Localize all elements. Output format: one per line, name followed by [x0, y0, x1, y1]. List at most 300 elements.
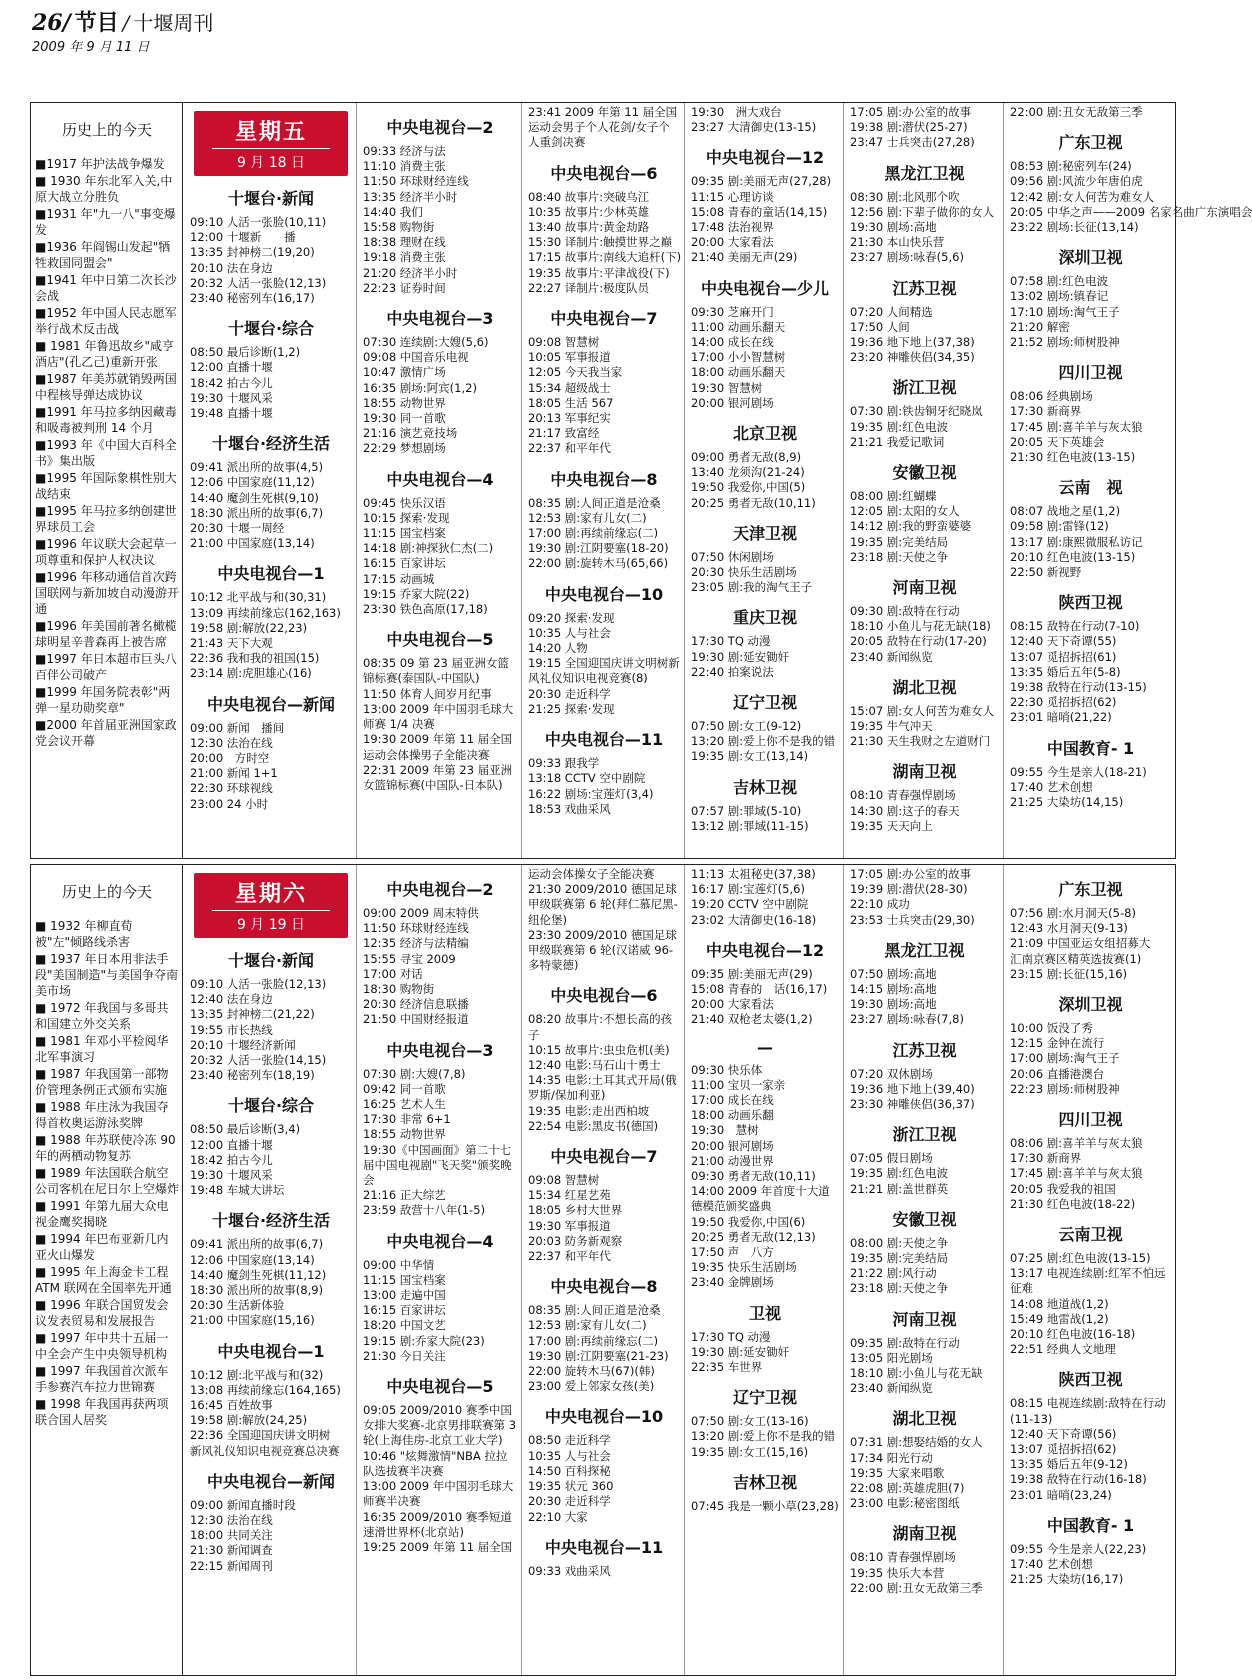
program-entry: 17:30 新商界 — [1010, 404, 1082, 419]
program-entry: 19:30《中国画面》第二十七届中国电视剧"飞天奖"颁奖晚会 — [363, 1142, 512, 1188]
program-entry: 16:15 百家讲坛 — [363, 556, 446, 571]
program-entry: 22:00 剧:旋转木马(65,66) — [528, 556, 669, 571]
program-entry: 08:35 剧:人间正道是沧桑 — [528, 495, 661, 510]
channel-name: 深圳卫视 — [1058, 995, 1123, 1015]
program-entry: 21:17 致富经 — [528, 426, 600, 441]
program-entry: 10:35 人与社会 — [528, 625, 611, 640]
program-entry: 21:30 2009/2010 德国足球甲级联赛第 6 轮(拜仁慕尼黑-纽伦堡) — [528, 882, 678, 927]
history-title: 历史上的今天 — [61, 883, 152, 901]
program-entry: 12:06 中国家庭(13,14) — [190, 1252, 315, 1267]
program-entry: 09:35 剧:敌特在行动 — [850, 1335, 960, 1350]
program-entry: 21:16 正大综艺 — [363, 1188, 446, 1203]
issue-date: 2009 年 9 月 11 日 — [32, 40, 150, 55]
program-entry: 20:00 银河剧场 — [691, 1138, 774, 1153]
channel-name: 河南卫视 — [892, 1309, 957, 1329]
channel-name: 十堰台·综合 — [227, 319, 315, 339]
program-entry: 13:35 经济半小时 — [363, 189, 458, 204]
program-entry: 19:38 敌特在行动(13-15) — [1010, 680, 1147, 695]
program-entry: 运动会体操女子全能决赛 — [528, 867, 655, 881]
program-entry: 20:30 快乐生活剧场 — [691, 565, 797, 580]
program-entry: 23:22 剧场:长征(13,14) — [1010, 220, 1139, 235]
program-entry: 20:10 红色电波(13-15) — [1010, 549, 1136, 564]
program-entry: 19:15 全国迎国庆讲文明树新风礼仪知识电视竞赛(8) — [528, 656, 680, 686]
program-entry: 22:00 旋转木马(67)(韩) — [528, 1364, 655, 1379]
schedule-column — [521, 865, 684, 1675]
program-entry: 09:42 同一首歌 — [363, 1081, 446, 1096]
channel-name: 中央电视台—4 — [386, 1231, 494, 1251]
program-entry: 07:20 人间精选 — [850, 304, 933, 319]
program-entry: 23:00 电影:秘密图纸 — [850, 1496, 960, 1511]
day-name: 星期五 — [234, 120, 307, 145]
program-entry: 21:20 经济半小时 — [363, 265, 458, 280]
program-entry: 19:35 快乐生活剧场 — [691, 1260, 797, 1275]
program-entry: 19:25 2009 年第 11 届全国 — [363, 1539, 513, 1554]
program-entry: 22:36 全国迎国庆讲文明树 — [190, 1428, 331, 1443]
program-entry: 19:38 剧:潜伏(25-27) — [850, 120, 968, 135]
program-entry: 08:06 剧:喜羊羊与灰太狼 — [1010, 1136, 1143, 1151]
program-entry: 23:40 新闻纵览 — [850, 1381, 933, 1396]
program-entry: 07:56 剧:水月洞天(5-8) — [1010, 906, 1136, 920]
program-entry: 20:13 军事纪实 — [528, 411, 611, 426]
program-entry: 19:36 地下地上(39,40) — [850, 1081, 975, 1096]
history-item: ■ 1991 年第九届大众电视金鹰奖揭晓 — [35, 1199, 169, 1229]
program-entry: 07:05 假日剧场 — [850, 1151, 933, 1166]
program-entry: 21:22 剧:风行动 — [850, 1266, 937, 1281]
program-entry: 17:10 剧场:淘气王子 — [1010, 304, 1120, 319]
program-entry: 19:35 大家来唱歌 — [850, 1465, 945, 1480]
program-entry: 汇南京赛区精英选拔赛(1) — [1010, 951, 1142, 966]
program-entry: 12:40 天下奇谭(55) — [1010, 634, 1117, 649]
channel-name: 黑龙江卫视 — [884, 940, 965, 960]
program-entry: 19:30 智慧树 — [691, 380, 763, 395]
channel-name: 吉林卫视 — [732, 777, 797, 797]
program-entry: 22:10 大家 — [528, 1509, 588, 1524]
program-entry: 23:53 士兵突击(29,30) — [850, 912, 975, 927]
program-entry: 13:00 2009 年中国羽毛球大师赛 1/4 决赛 — [363, 701, 514, 732]
program-entry: 08:40 故事片:突破乌江 — [528, 189, 650, 204]
program-entry: 09:35 剧:美丽无声(29) — [691, 966, 813, 981]
channel-name: 中央电视台—12 — [705, 148, 825, 168]
program-entry: 20:05 天下英雄会 — [1010, 434, 1105, 449]
program-entry: 19:35 剧:完美结局 — [850, 1251, 949, 1266]
history-column — [31, 865, 183, 1675]
program-entry: 21:21 我爱记歌词 — [850, 434, 945, 449]
schedule-column — [184, 865, 356, 1675]
channel-name: 湖南卫视 — [892, 1524, 957, 1544]
program-entry: 20:10 法在身边 — [190, 260, 273, 275]
program-entry: 15:07 剧:女人何苦为难女人 — [850, 703, 995, 718]
program-entry: 07:50 剧:女工(13-16) — [691, 1414, 809, 1429]
program-entry: 13:02 剧场:镇春记 — [1010, 289, 1109, 304]
program-entry: 16:45 百姓故事 — [190, 1398, 273, 1413]
history-item: ■ 1932 年柳直荀被"左"倾路线杀害 — [35, 919, 133, 949]
program-entry: 08:53 剧:秘密列车(24) — [1010, 159, 1132, 174]
history-item: ■2000 年首届亚洲国家政党会议开幕 — [35, 718, 177, 748]
program-entry: 15:49 地雷战(1,2) — [1010, 1311, 1109, 1326]
program-entry: 20:05 中华之声——2009 名家名曲广东演唱会 — [1010, 204, 1252, 219]
program-entry: 07:30 剧:铁齿铜牙纪晓岚 — [850, 404, 983, 419]
program-entry: 18:42 拍古今儿 — [190, 1152, 273, 1167]
program-entry: 09:41 派出所的故事(6,7) — [190, 1237, 324, 1252]
program-entry: 13:05 阳光剧场 — [850, 1350, 933, 1365]
program-entry: 09:33 跟我学 — [528, 756, 600, 771]
channel-name: 北京卫视 — [732, 424, 797, 444]
history-item: ■ 1996 年联合国贸发会议发表贸易和发展报告 — [35, 1298, 169, 1328]
program-entry: 16:25 艺术人生 — [363, 1097, 446, 1112]
history-item: ■1995 年国际象棋性别大战结束 — [35, 471, 177, 501]
program-entry: 20:00 银河剧场 — [691, 395, 774, 410]
channel-name: 中央电视台—7 — [550, 309, 658, 329]
program-entry: 23:18 剧:天使之争 — [850, 549, 949, 564]
program-entry: 19:30 剧场:高地 — [850, 220, 937, 235]
program-entry: 22:15 新闻周刊 — [190, 1558, 273, 1573]
program-entry: 19:35 故事片:平津战役(下) — [528, 265, 670, 280]
program-entry: 23:59 敌营十八年(1-5) — [363, 1203, 486, 1218]
program-entry: 23:27 剧场:咏春(7,8) — [850, 1012, 964, 1027]
program-entry: 23:20 神雕侠侣(34,35) — [850, 350, 975, 365]
program-entry: 09:00 中华情 — [363, 1257, 435, 1272]
program-entry: 18:42 拍古今儿 — [190, 375, 273, 390]
program-entry: 07:30 剧:大嫂(7,8) — [363, 1066, 466, 1081]
program-entry: 14:00 成长在线 — [691, 335, 774, 350]
program-entry: 19:30 军事报道 — [528, 1218, 611, 1233]
program-entry: 19:20 CCTV 空中剧院 — [691, 897, 809, 912]
program-entry: 12:40 电影:马石山十勇士 — [528, 1058, 661, 1073]
program-entry: 12:56 剧:下辈子做你的女人 — [850, 204, 995, 219]
channel-name: 中央电视台—2 — [386, 880, 494, 899]
day-banner — [194, 111, 348, 176]
program-entry: 13:07 觅招拆招(61) — [1010, 649, 1117, 664]
channel-name: 中央电视台—新闻 — [206, 1471, 335, 1491]
program-entry: 20:30 经济信息联播 — [363, 997, 469, 1012]
program-entry: 19:48 车城大讲坛 — [190, 1183, 285, 1198]
program-entry: 20:32 人活一张脸(12,13) — [190, 275, 327, 290]
program-entry: 09:55 今生是亲人(18-21) — [1010, 764, 1147, 779]
program-entry: 09:08 智慧树 — [528, 335, 600, 350]
program-entry: 09:30 勇者无敌(10,11) — [691, 1169, 816, 1184]
program-entry: 17:30 非常 6+1 — [363, 1112, 451, 1127]
program-entry: 17:15 动画城 — [363, 571, 435, 586]
program-entry: 19:35 剧:完美结局 — [850, 534, 949, 549]
day-name: 星期六 — [234, 882, 307, 907]
program-entry: 19:30 洲大戏台 — [691, 105, 782, 119]
section-name: 节目 — [74, 10, 119, 36]
program-entry: 22:31 2009 年第 23 届亚洲女篮锦标赛(中国队-日本队) — [363, 762, 513, 792]
channel-name: 河南卫视 — [892, 578, 957, 598]
program-entry: 12:43 水月洞天(9-13) — [1010, 921, 1128, 936]
program-entry: 23:01 暗哨(23,24) — [1010, 1487, 1112, 1502]
channel-name: 中央电视台—12 — [705, 940, 825, 960]
program-entry: 10:00 饭没了秀 — [1010, 1021, 1093, 1036]
program-entry: 19:35 剧:女工(15,16) — [691, 1444, 809, 1459]
program-entry: 17:50 声 八方 — [691, 1245, 774, 1260]
program-entry: 17:45 剧:喜羊羊与灰太狼 — [1010, 419, 1143, 434]
program-entry: 19:35 天天向上 — [850, 818, 933, 833]
program-entry: 09:33 经济与法 — [363, 144, 446, 158]
program-entry: 18:38 理财在线 — [363, 235, 446, 250]
program-entry: 19:15 剧:乔家大院(23) — [363, 1333, 485, 1348]
program-entry: 07:58 剧:红色电波 — [1010, 274, 1109, 289]
program-entry: 09:58 剧:雷锋(12) — [1010, 519, 1109, 534]
schedule-column — [356, 865, 521, 1675]
program-entry: 21:30 天生我财之左道财门 — [850, 734, 991, 749]
program-entry: 08:15 电视连续剧:敌特在行动(11-13) — [1010, 1396, 1166, 1426]
program-entry: 22:29 梦想剧场 — [363, 441, 446, 456]
program-entry: 13:40 故事片:黄金劫路 — [528, 220, 650, 235]
program-entry: 19:30 同一首歌 — [363, 411, 446, 426]
channel-name: 湖北卫视 — [892, 1409, 957, 1429]
program-entry: 18:30 购物街 — [363, 982, 435, 997]
program-entry: 19:35 牛气冲天 — [850, 719, 933, 734]
program-entry: 11:00 宝贝一家亲 — [691, 1077, 786, 1092]
channel-name: 中央电视台—3 — [386, 309, 494, 329]
program-entry: 23:05 剧:我的淘气王子 — [691, 580, 813, 595]
friday-schedule-block — [30, 102, 1252, 859]
program-entry: 21:40 双枪老太婆(1,2) — [691, 1012, 813, 1027]
day-banner — [194, 873, 348, 938]
program-entry: 09:56 剧:风流少年唐伯虎 — [1010, 174, 1143, 189]
program-entry: 10:12 剧:北平战与和(32) — [190, 1367, 324, 1382]
schedule-column — [843, 865, 1003, 1675]
program-entry: 20:05 敌特在行动(17-20) — [850, 634, 987, 649]
program-entry: 18:55 动物世界 — [363, 1127, 446, 1142]
program-entry: 09:00 勇者无敌(8,9) — [691, 450, 802, 465]
program-entry: 21:30 红色电波(18-22) — [1010, 1196, 1136, 1211]
program-entry: 18:00 共同关注 — [190, 1528, 273, 1543]
program-entry: 17:50 人间 — [850, 319, 910, 334]
program-entry: 18:05 乡村大世界 — [528, 1203, 623, 1218]
program-entry: 22:40 拍案说法 — [691, 664, 774, 679]
program-entry: 12:05 今天我当家 — [528, 365, 623, 380]
program-entry: 23:14 剧:虎胆雄心(16) — [190, 666, 312, 681]
program-entry: 16:35 剧场:阿宾(1,2) — [363, 380, 477, 395]
program-entry: 21:00 动漫世界 — [691, 1153, 774, 1168]
channel-name: 重庆卫视 — [732, 608, 797, 628]
program-entry: 22:50 新视野 — [1010, 565, 1082, 580]
channel-name: 中央电视台—2 — [386, 118, 494, 137]
program-entry: 22:37 和平年代 — [528, 441, 611, 456]
program-entry: 09:10 人活一张脸(12,13) — [190, 977, 327, 991]
program-entry: 22:00 剧:丑女无敌第三季 — [850, 1580, 983, 1595]
history-item: ■1996 年议联大会起草一项尊重和保护人权决议 — [35, 537, 177, 567]
schedule-column — [684, 865, 843, 1675]
program-entry: 17:00 成长在线 — [691, 1093, 774, 1108]
program-entry: 12:15 金钟在流行 — [1010, 1036, 1105, 1051]
program-entry: 07:31 剧:想娶结婚的女人 — [850, 1435, 983, 1450]
program-entry: 23:01 暗哨(21,22) — [1010, 710, 1112, 725]
program-entry: 14:20 人物 — [528, 641, 588, 656]
program-entry: 14:40 魔剑生死棋(11,12) — [190, 1267, 327, 1282]
channel-name: 中央电视台—1 — [217, 564, 325, 584]
program-entry: 20:10 十堰经济新闻 — [190, 1037, 296, 1052]
program-entry: 15:30 译制片:触摸世界之巅 — [528, 235, 673, 250]
program-entry: 17:00 小小智慧树 — [691, 350, 786, 365]
program-entry: 12:00 十堰新 播 — [190, 230, 296, 245]
channel-name: 十堰台·经济生活 — [211, 1211, 331, 1231]
program-entry: 19:30 慧树 — [691, 1123, 759, 1138]
publication-name: 十堰周刊 — [133, 11, 214, 35]
program-entry: 11:10 消费主张 — [363, 159, 446, 174]
history-item: ■ 1997 年我国首次派车手参赛汽车拉力世锦赛 — [35, 1364, 169, 1394]
program-entry: 19:30 2009 年第 11 届全国运动会体操男子全能决赛 — [363, 732, 513, 762]
program-entry: 11:50 体育人间岁月纪事 — [363, 686, 492, 701]
channel-name: 中央电视台—10 — [544, 1407, 664, 1427]
program-entry: 20:30 走近科学 — [528, 1494, 611, 1509]
program-entry: 22:23 剧场:师树股神 — [1010, 1081, 1120, 1096]
channel-name: — — [757, 1037, 773, 1057]
program-entry: 19:50 我爱你,中国(6) — [691, 1214, 806, 1229]
program-entry: 19:30 十堰风采 — [190, 1168, 273, 1183]
channel-name: 安徽卫视 — [892, 1209, 957, 1229]
history-item: ■ 1994 年巴布亚新几内亚火山爆发 — [35, 1232, 169, 1262]
program-entry: 22:35 车世界 — [691, 1360, 763, 1375]
program-entry: 11:15 心理访谈 — [691, 189, 774, 204]
program-entry: 德模范颁奖盛典 — [691, 1199, 772, 1214]
program-entry: 13:00 2009 年中国羽毛球大师赛半决赛 — [363, 1479, 514, 1509]
schedule-column — [843, 103, 1003, 858]
program-entry: 21:20 解密 — [1010, 319, 1070, 334]
program-entry: 21:30 新闻调查 — [190, 1543, 273, 1558]
program-entry: 09:30 剧:敌特在行动 — [850, 604, 960, 619]
program-entry: 20:30 十堰一周经 — [190, 521, 285, 536]
schedule-column — [1003, 865, 1175, 1675]
channel-name: 陕西卫视 — [1058, 593, 1123, 613]
program-entry: 22:36 我和我的祖国(15) — [190, 651, 320, 666]
channel-name: 十堰台·新闻 — [227, 951, 315, 970]
program-entry: 22:27 译制片:极度队员 — [528, 280, 650, 295]
program-entry: 21:30 本山快乐营 — [850, 235, 945, 250]
program-entry: 19:55 市长热线 — [190, 1022, 273, 1037]
schedule-column — [684, 103, 843, 858]
program-entry: 12:53 剧:家有儿女(二) — [528, 1318, 647, 1333]
program-entry: 16:15 百家讲坛 — [363, 1303, 446, 1318]
history-item: ■1993 年《中国大百科全书》集出版 — [35, 438, 177, 468]
channel-name: 中央电视台—5 — [386, 630, 494, 650]
program-entry: 09:08 中国音乐电视 — [363, 350, 469, 365]
program-entry: 07:50 剧场:高地 — [850, 966, 937, 981]
program-entry: 14:15 剧场:高地 — [850, 982, 937, 997]
program-entry: 14:18 剧:神探狄仁杰(二) — [363, 541, 494, 556]
channel-name: 中央电视台—少儿 — [700, 278, 829, 298]
program-entry: 19:35 剧:红色电波 — [850, 1166, 949, 1181]
program-entry: 08:10 青春强悍剧场 — [850, 788, 956, 803]
program-entry: 13:20 剧:爱上你不是我的错 — [691, 1429, 836, 1444]
program-entry: 12:42 剧:女人何苦为难女人 — [1010, 189, 1155, 204]
program-entry: 12:40 天下奇谭(56) — [1010, 1426, 1117, 1441]
program-entry: 08:00 剧:红蝴蝶 — [850, 489, 937, 504]
program-entry: 17:45 剧:喜羊羊与灰太狼 — [1010, 1166, 1143, 1181]
program-entry: 15:34 超级战士 — [528, 380, 611, 395]
program-entry: 20:30 生活新体验 — [190, 1298, 285, 1313]
program-entry: 13:35 婚后五年(5-8) — [1010, 664, 1121, 679]
history-title: 历史上的今天 — [61, 121, 152, 139]
channel-name: 四川卫视 — [1058, 1110, 1123, 1130]
program-entry: 13:12 剧:罪域(11-15) — [691, 818, 809, 833]
program-entry: 22:30 觅招拆招(62) — [1010, 695, 1117, 710]
history-item: ■ 1997 年中共十五届一中全会产生中央领导机构 — [35, 1331, 169, 1361]
history-item: ■1996 年美国前著名橄榄球明星辛普森再上被告席 — [35, 619, 177, 649]
program-entry: 08:07 战地之星(1,2) — [1010, 504, 1121, 519]
program-entry: 17:00 剧:再续前缘忘(二) — [528, 526, 659, 541]
program-entry: 13:35 封神榜二(21,22) — [190, 1007, 315, 1022]
program-entry: 18:05 生活 567 — [528, 395, 614, 410]
program-entry: 14:08 地道战(1,2) — [1010, 1296, 1109, 1311]
program-entry: 15:34 红星艺苑 — [528, 1188, 611, 1203]
program-entry: 11:00 动画乐翻天 — [691, 319, 786, 334]
program-entry: 19:35 剧:女工(13,14) — [691, 749, 809, 764]
channel-name: 辽宁卫视 — [732, 1388, 797, 1408]
program-entry: 09:00 新闻 播间 — [190, 720, 285, 735]
program-entry: 21:30 红色电波(13-15) — [1010, 450, 1136, 465]
channel-name: 湖北卫视 — [892, 677, 957, 697]
program-entry: 14:30 剧:这子的春天 — [850, 803, 960, 818]
program-entry: 09:41 派出所的故事(4,5) — [190, 460, 324, 475]
program-entry: 23:30 铁色高原(17,18) — [363, 602, 488, 617]
program-entry: 19:35 电影:走出西柏坡 — [528, 1103, 650, 1118]
program-entry: 14:40 魔剑生死棋(9,10) — [190, 490, 319, 505]
history-item: ■ 1981 年鲁迅故乡"咸亨酒店"(孔乙己)重新开张 — [35, 339, 175, 369]
program-entry: 23:02 大清御史(16-18) — [691, 912, 817, 927]
program-entry: 13:35 封神榜二(19,20) — [190, 245, 315, 260]
program-entry: 18:20 中国文艺 — [363, 1318, 446, 1333]
history-item: ■ 1988 年庄泳为我国夺得首枚奥运游泳奖牌 — [35, 1100, 169, 1130]
channel-name: 黑龙江卫视 — [884, 163, 965, 183]
program-entry: 11:13 太祖秘史(37,38) — [691, 867, 816, 881]
channel-name: 浙江卫视 — [892, 378, 957, 398]
program-entry: 07:50 休闲剧场 — [691, 549, 774, 564]
channel-name: 江苏卫视 — [892, 278, 957, 298]
program-entry: 21:21 剧:盖世群英 — [850, 1181, 949, 1196]
program-entry: 19:30 剧场:高地 — [850, 997, 937, 1012]
program-entry: 21:00 新闻 1+1 — [190, 766, 278, 781]
day-date: 9 月 19 日 — [212, 910, 330, 938]
program-entry: 22:00 剧:丑女无敌第三季 — [1010, 105, 1143, 119]
program-entry: 17:40 艺术创想 — [1010, 779, 1093, 794]
history-item: ■1995 年马拉多纳创建世界球员工会 — [35, 504, 177, 534]
program-entry: 08:35 09 第 23 届亚洲女篮锦标赛(泰国队-中国队) — [363, 656, 510, 686]
page-number: 26/ — [32, 10, 71, 36]
program-entry: 12:00 直播十堰 — [190, 1137, 273, 1152]
program-entry: 09:05 2009/2010 赛季中国女排大奖赛-北京男排联赛第 3 轮(上海佳房-北京工业大学) — [363, 1403, 517, 1448]
channel-name: 十堰台·经济生活 — [211, 434, 331, 454]
channel-name: 中央电视台—11 — [544, 1537, 664, 1557]
channel-name: 中央电视台—6 — [550, 986, 658, 1006]
program-entry: 10:15 故事片:虫虫危机(美) — [528, 1042, 670, 1057]
history-item: ■1936 年阎锡山发起"牺牲救国同盟会" — [35, 240, 171, 270]
program-entry: 19:18 消费主张 — [363, 250, 446, 265]
channel-name: 中央电视台—11 — [544, 730, 664, 750]
program-entry: 12:00 直播十堰 — [190, 360, 273, 375]
program-entry: 新风礼仪知识电视竞赛总决赛 — [190, 1443, 340, 1458]
program-entry: 08:50 最后诊断(1,2) — [190, 345, 301, 360]
program-entry: 12:05 剧:太阳的女人 — [850, 504, 960, 519]
program-entry: 21:40 美丽无声(29) — [691, 250, 798, 265]
program-entry: 23:15 剧:长征(15,16) — [1010, 966, 1128, 981]
history-item: ■ 1972 年我国与多哥共和国建立外交关系 — [35, 1001, 169, 1031]
program-entry: 07:50 剧:女工(9-12) — [691, 719, 802, 734]
program-entry: 09:33 戏曲采风 — [528, 1563, 611, 1578]
program-entry: 17:00 剧场:淘气王子 — [1010, 1051, 1120, 1066]
program-entry: 07:25 剧:红色电波(13-15) — [1010, 1251, 1151, 1266]
channel-name: 四川卫视 — [1058, 363, 1123, 383]
program-entry: 23:27 大清御史(13-15) — [691, 120, 817, 135]
channel-name: 云南 视 — [1058, 478, 1123, 498]
program-entry: 20:00 大家看法 — [691, 997, 774, 1012]
program-entry: 21:30 今日关注 — [363, 1348, 446, 1363]
program-entry: 21:00 中国家庭(13,14) — [190, 536, 315, 551]
history-item: ■1991 年马拉多纳因藏毒和吸毒被判刑 14 个月 — [35, 405, 177, 435]
program-entry: 09:00 新闻直播时段 — [190, 1497, 296, 1512]
